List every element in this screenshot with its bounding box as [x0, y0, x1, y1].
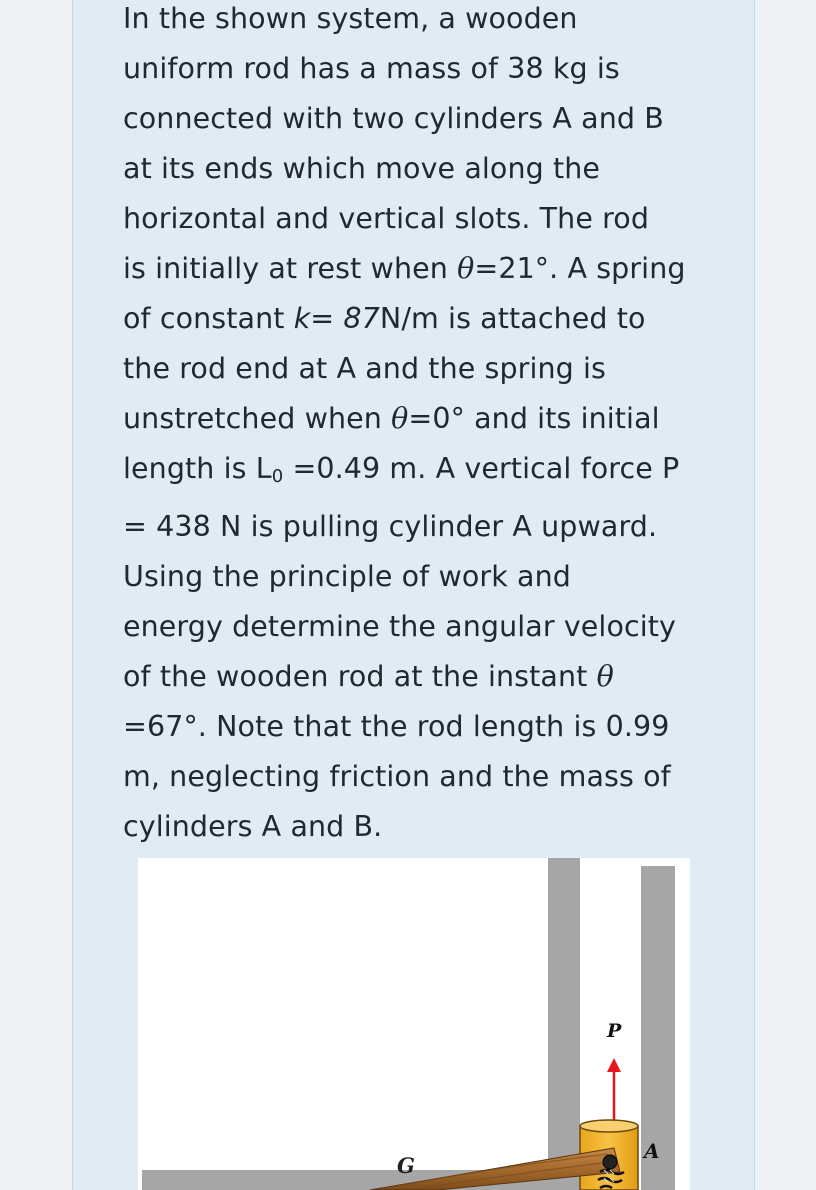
problem-line-3: connected with two cylinders A and B [123, 102, 664, 135]
problem-line-5: horizontal and vertical slots. The rod [123, 202, 650, 235]
problem-line-8: the rod end at A and the spring is [123, 352, 606, 385]
pin-a-icon [603, 1155, 617, 1169]
problem-line-10 [123, 444, 713, 502]
cylinder-a-label: A [644, 1139, 660, 1163]
spring-constant-unit: N/m is attached to [379, 302, 646, 335]
theta-symbol: θ [391, 402, 409, 435]
spring-constant-value: k= 87 [293, 302, 380, 335]
initial-length-text: =0.49 m. A vertical force P [283, 452, 680, 485]
length-subscript: 0 [271, 466, 284, 487]
problem-line-13: energy determine the angular velocity [123, 610, 677, 643]
theta-symbol: θ [596, 660, 614, 693]
problem-line-7-text: of constant [123, 302, 294, 335]
problem-line-9 [123, 394, 713, 444]
problem-line-4: at its ends which move along the [123, 152, 601, 185]
force-p-label: P [607, 1020, 622, 1042]
problem-line-12: Using the principle of work and [123, 560, 571, 593]
problem-statement [123, 0, 713, 852]
mechanism-figure [138, 858, 690, 1190]
problem-line-9-text: unstretched when [123, 402, 392, 435]
problem-line-14 [123, 652, 713, 702]
cylinder-a-top [580, 1120, 638, 1132]
problem-line-17: cylinders A and B. [123, 810, 383, 843]
problem-line-16: m, neglecting friction and the mass of [123, 760, 671, 793]
problem-line-10-text: length is L [123, 452, 272, 485]
problem-line-7 [123, 294, 713, 344]
problem-line-15: =67°. Note that the rod length is 0.99 [123, 710, 670, 743]
theta-symbol: θ [457, 252, 475, 285]
center-of-mass-label: G [397, 1153, 415, 1178]
problem-line-14-text: of the wooden rod at the instant [123, 660, 597, 693]
unstretched-angle-text: =0° and its initial [408, 402, 660, 435]
problem-line-11: = 438 N is pulling cylinder A upward. [123, 510, 658, 543]
initial-angle-text: =21°. A spring [474, 252, 686, 285]
force-arrow-icon [607, 1058, 621, 1072]
problem-line-1: In the shown system, a wooden [123, 2, 578, 35]
problem-line-2: uniform rod has a mass of 38 kg is [123, 52, 620, 85]
problem-line-6-text: is initially at rest when [123, 252, 458, 285]
vertical-slot-left-wall [548, 858, 580, 1190]
mechanism-diagram [138, 858, 690, 1190]
problem-line-6 [123, 244, 713, 294]
